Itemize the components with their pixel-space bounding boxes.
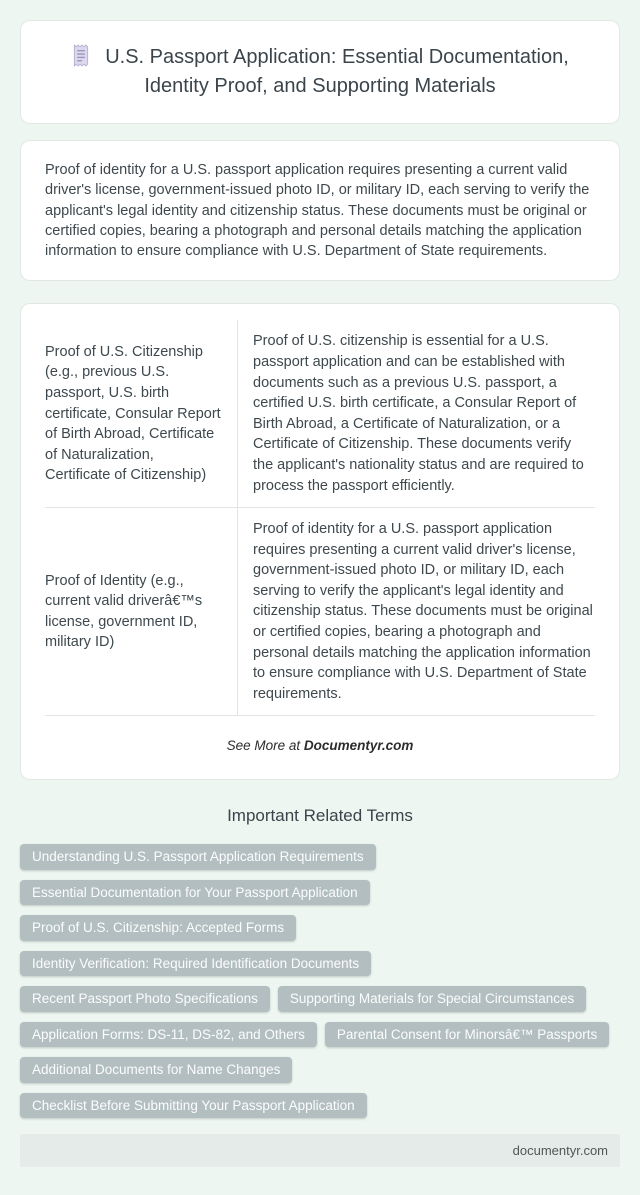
summary-card [20,140,620,281]
related-term-tag[interactable]: Identity Verification: Required Identification Documents [20,951,371,977]
see-more-line [45,716,595,767]
term-cell: Proof of U.S. Citizenship (e.g., previous U.S. passport, U.S. birth certificate, Consular Report of Birth Abroad, Certificate of Naturalization, Certificate of Citizenship) [45,320,238,507]
definitions-table [45,320,595,716]
related-term-tag[interactable]: Additional Documents for Name Changes [20,1057,292,1083]
term-cell: Proof of Identity (e.g., current valid driverâ€™s license, government ID, military ID) [45,508,238,716]
related-term-tag[interactable]: Proof of U.S. Citizenship: Accepted Forms [20,915,296,941]
related-term-tag[interactable]: Supporting Materials for Special Circumstances [278,986,586,1012]
related-term-tag[interactable]: Parental Consent for Minorsâ€™ Passports [325,1022,609,1048]
title-card [20,20,620,124]
see-more-site-link[interactable]: Documentyr.com [303,738,414,754]
table-row [45,508,595,716]
related-term-tag[interactable]: Recent Passport Photo Specifications [20,986,270,1012]
definition-cell: Proof of U.S. citizenship is essential for a U.S. passport application and can be established with documents such as a previous U.S. passport, a certified U.S. birth certificate, a Consular Report of Birth Abroad, a Certificate of Naturalization, or a Certificate of Citizenship. These documents verify the applicant's nationality status and are required to process the passport efficiently. [253,333,584,494]
table-row [45,320,595,507]
definition-cell: Proof of identity for a U.S. passport application requires presenting a current valid driver's license, government-issued photo ID, or military ID, each serving to verify the applicant's legal identity and citizenship status. These documents must be original or certified copies, bearing a photograph and personal details matching the application information to ensure compliance with U.S. Department of State requirements. [253,521,593,702]
related-term-tag[interactable]: Checklist Before Submitting Your Passport Application [20,1093,367,1119]
related-term-tag[interactable]: Application Forms: DS-11, DS-82, and Others [20,1022,317,1048]
summary-text: Proof of identity for a U.S. passport application requires presenting a current valid driver's license, government-issued photo ID, or military ID, each serving to verify the applicant's legal identity and citizenship status. These documents must be original or certified copies, bearing a photograph and personal details matching the application information to ensure compliance with U.S. Department of State requirements. [45,162,590,260]
footer-bar [20,1134,620,1167]
footer-site-link[interactable]: documentyr.com [512,1143,608,1159]
related-term-tag[interactable]: Essential Documentation for Your Passport Application [20,880,370,906]
receipt-icon [71,44,91,67]
page-title [47,43,593,101]
related-term-tag[interactable]: Understanding U.S. Passport Application Requirements [20,844,376,870]
related-terms-heading: Important Related Terms [227,806,413,826]
see-more-prefix: See More at [226,738,304,754]
page-title-text: U.S. Passport Application: Essential Documentation, Identity Proof, and Supporting Materials [105,46,569,97]
definitions-card [20,303,620,780]
related-terms-list [20,844,620,1118]
